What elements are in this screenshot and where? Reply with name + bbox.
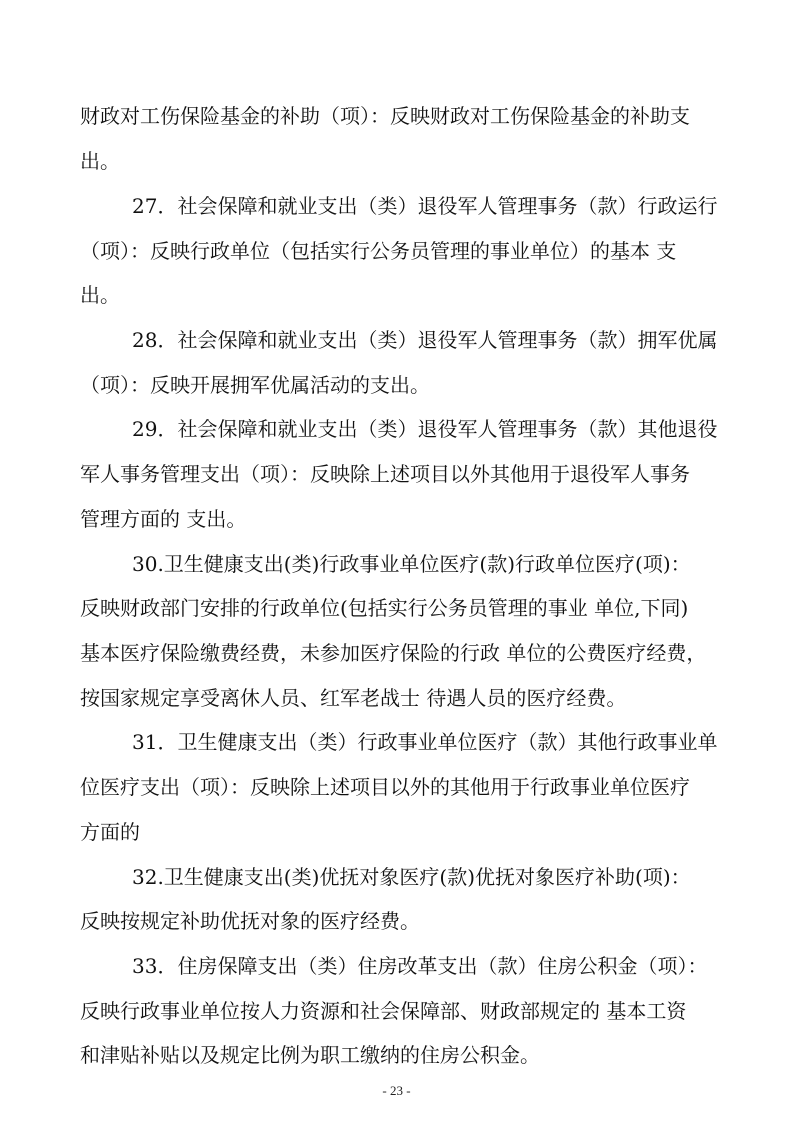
- text-line: 反映按规定补助优抚对象的医疗经费。: [80, 909, 420, 933]
- text-line: 位医疗支出（项）：反映除上述项目以外的其他用于行政事业单位医疗: [80, 775, 690, 799]
- text-line: （项）：反映开展拥军优属活动的支出。: [80, 373, 430, 397]
- text-line: 27．社会保障和就业支出（类）退役军人管理事务（款）行政运行: [132, 194, 718, 218]
- text-line: 出。: [80, 283, 120, 307]
- text-line: 出。: [80, 149, 120, 173]
- page-number: - 23 -: [382, 1083, 411, 1098]
- text-line: （项）：反映行政单位（包括实行公务员管理的事业单位）的基本 支: [80, 239, 677, 263]
- text-line: 29．社会保障和就业支出（类）退役军人管理事务（款）其他退役: [132, 417, 718, 441]
- text-line: 32.卫生健康支出(类)优抚对象医疗(款)优抚对象医疗补助(项)：: [132, 865, 691, 889]
- text-line: 28．社会保障和就业支出（类）退役军人管理事务（款）拥军优属: [132, 328, 718, 352]
- text-line: 反映财政部门安排的行政单位(包括实行公务员管理的事业 单位,下同): [80, 596, 689, 620]
- text-line: 按国家规定享受离休人员、红军老战士 待遇人员的医疗经费。: [80, 686, 627, 710]
- text-line: 30.卫生健康支出(类)行政事业单位医疗(款)行政单位医疗(项)：: [132, 552, 691, 576]
- text-line: 财政对工伤保险基金的补助（项）：反映财政对工伤保险基金的补助支: [80, 104, 690, 128]
- text-line: 管理方面的 支出。: [80, 507, 247, 531]
- text-line: 方面的: [80, 820, 140, 844]
- text-line: 33．住房保障支出（类）住房改革支出（款）住房公积金（项）：: [132, 954, 708, 978]
- text-line: 反映行政事业单位按人力资源和社会保障部、财政部规定的 基本工资: [80, 999, 687, 1023]
- text-line: 军人事务管理支出（项）：反映除上述项目以外其他用于退役军人事务: [80, 462, 690, 486]
- text-line: 和津贴补贴以及规定比例为职工缴纳的住房公积金。: [80, 1043, 540, 1067]
- text-line: 31．卫生健康支出（类）行政事业单位医疗（款）其他行政事业单: [132, 730, 718, 754]
- text-line: 基本医疗保险缴费经费，未参加医疗保险的行政 单位的公费医疗经费，: [80, 641, 707, 665]
